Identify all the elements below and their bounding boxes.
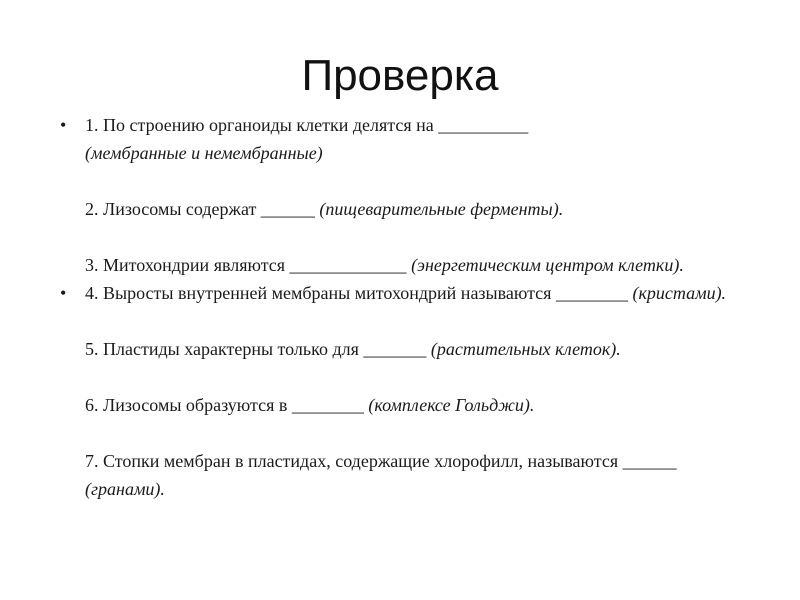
question-3 xyxy=(85,251,760,279)
question-5 xyxy=(85,335,760,363)
bullet-dot-icon: • xyxy=(60,283,67,303)
question-3-text: 3. Митохондрии являются _____________ xyxy=(85,255,412,275)
question-1-text: 1. По строению органоиды клетки делятся на __________ xyxy=(85,115,529,135)
paragraph-gap xyxy=(85,223,760,251)
question-2-text: 2. Лизосомы содержат ______ xyxy=(85,199,320,219)
question-3-answer: (энергетическим центром клетки). xyxy=(411,255,684,275)
question-5-answer: (растительных клеток). xyxy=(430,339,621,359)
question-2 xyxy=(85,195,760,223)
paragraph-gap xyxy=(85,167,760,195)
question-7 xyxy=(85,447,760,503)
bullet-dot-icon: • xyxy=(60,115,67,135)
question-6-answer: (комплексе Гольджи). xyxy=(368,395,535,415)
question-4 xyxy=(85,279,760,307)
paragraph-gap xyxy=(85,419,760,447)
question-7-answer: (гранами). xyxy=(85,479,165,499)
question-6 xyxy=(85,391,760,419)
question-5-text: 5. Пластиды характерны только для _______ xyxy=(85,339,431,359)
slide-content xyxy=(60,111,760,503)
paragraph-gap xyxy=(85,307,760,335)
slide-title: Проверка xyxy=(301,51,499,100)
bullet-item-1 xyxy=(60,111,760,279)
question-4-text: 4. Выросты внутренней мембраны митохондрий называются ________ xyxy=(85,283,633,303)
question-1 xyxy=(85,111,760,167)
question-4-answer: (кристами). xyxy=(632,283,727,303)
question-2-answer: (пищеварительные ферменты). xyxy=(319,199,564,219)
question-6-text: 6. Лизосомы образуются в ________ xyxy=(85,395,369,415)
bullet-item-2 xyxy=(60,279,760,503)
question-7-text: 7. Стопки мембран в пластидах, содержащие хлорофилл, называются ______ xyxy=(85,451,677,471)
question-1-answer: (мембранные и немембранные) xyxy=(85,143,323,163)
paragraph-gap xyxy=(85,363,760,391)
